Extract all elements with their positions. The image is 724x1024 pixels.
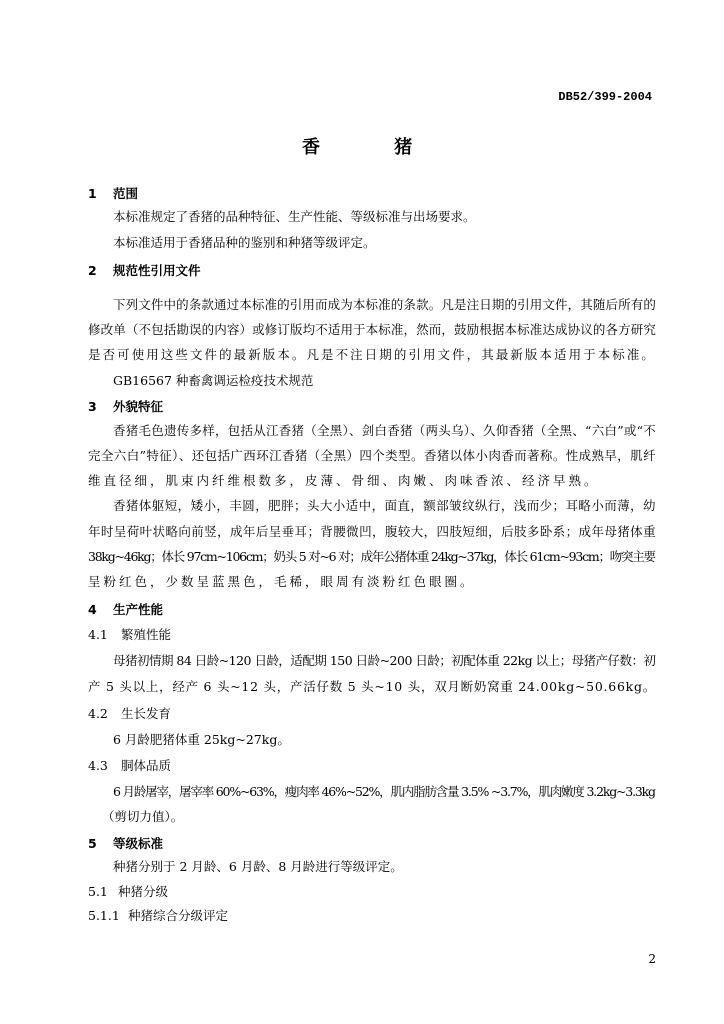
paragraph-line: 香猪体躯短，矮小，丰圆，肥胖；头大小适中，面直，额部皱纹纵行，浅而少；耳略小而薄，幼 (113, 498, 656, 513)
section-title: 范围 (113, 186, 139, 201)
subsection-title: 种猪分级 (118, 884, 169, 899)
paragraph: 本标准规定了香猪的品种特征、生产性能、等级标准与出场要求。 (113, 209, 476, 224)
section-4-heading (88, 600, 163, 618)
subsection-number: 4.1 (88, 627, 108, 642)
section-number: 1 (88, 186, 97, 201)
section-3-heading (88, 397, 163, 415)
section-number: 5 (88, 836, 97, 851)
section-title: 外貌特征 (113, 399, 164, 414)
section-5-heading (88, 834, 163, 852)
paragraph: 种猪分别于 2 月龄、6 月龄、8 月龄进行等级评定。 (113, 859, 403, 874)
subsection-4-3-heading (88, 756, 171, 774)
subsection-4-1-heading (88, 625, 171, 643)
paragraph-line: 维直径细，肌束内纤维根数多，皮薄、骨细、肉嫩、肉味香浓、经济早熟。 (88, 473, 600, 488)
standard-code: DB52/399-2004 (558, 90, 652, 104)
subsection-title: 生长发育 (121, 706, 172, 721)
paragraph-line: 是否可使用这些文件的最新版本。凡是不注日期的引用文件，其最新版本适用于本标准。 (88, 347, 656, 362)
document-title: 香 猪 (302, 137, 447, 158)
paragraph-line: 完全六白”特征）、还包括广西环江香猪（全黑）四个类型。香猪以体小肉香而著称。性成熟早，肌纤 (88, 448, 656, 463)
section-1-heading (88, 184, 138, 202)
subsection-title: 繁殖性能 (121, 627, 172, 642)
subsection-5-1-heading (88, 882, 168, 900)
section-title: 等级标准 (113, 836, 164, 851)
subsection-title: 胴体品质 (121, 758, 172, 773)
subsection-title: 种猪综合分级评定 (128, 908, 229, 923)
section-title: 规范性引用文件 (113, 263, 201, 278)
paragraph-line: 母猪初情期 84 日龄~120 日龄，适配期 150 日龄~200 日龄；初配体重 22kg 以上；母猪产仔数：初 (113, 653, 656, 668)
paragraph-line: 下列文件中的条款通过本标准的引用而成为本标准的条款。凡是注日期的引用文件，其随后所有的 (113, 297, 656, 312)
paragraph: 本标准适用于香猪品种的鉴别和种猪等级评定。 (113, 235, 376, 250)
paragraph-line: （剪切力值）。 (102, 809, 184, 824)
subsection-number: 5.1.1 (88, 908, 120, 923)
subsection-number: 5.1 (88, 884, 108, 899)
paragraph-line: 呈粉红色，少数呈蓝黑色，毛稀，眼周有淡粉红色眼圈。 (88, 574, 476, 589)
section-number: 4 (88, 602, 97, 617)
section-number: 2 (88, 263, 97, 278)
subsection-number: 4.2 (88, 706, 108, 721)
paragraph-line: 香猪毛色遗传多样，包括从江香猪（全黑）、剑白香猪（两头乌）、久仰香猪（全黑、“六白”或“不 (113, 423, 656, 438)
subsection-4-2-heading (88, 704, 171, 722)
subsection-number: 4.3 (88, 758, 108, 773)
page-number: 2 (648, 952, 656, 966)
section-title: 生产性能 (113, 602, 164, 617)
section-number: 3 (88, 399, 97, 414)
section-2-heading (88, 261, 201, 279)
paragraph-line: 修改单（不包括勘误的内容）或修订版均不适用于本标准，然而，鼓励根据本标准达成协议的各方研究 (88, 322, 656, 337)
subsection-5-1-1-heading (88, 906, 228, 924)
normative-reference: GB16567 种畜禽调运检疫技术规范 (113, 373, 314, 388)
paragraph-line: 6 月龄肥猪体重 25kg~27kg。 (113, 732, 290, 747)
paragraph-line: 产 5 头以上，经产 6 头~12 头，产活仔数 5 头~10 头，双月断奶窝重 24.00kg~50.66kg。 (88, 679, 656, 694)
paragraph-line: 年时呈荷叶状略向前竖，成年后呈垂耳；背腰微凹，腹较大，四肢短细，后肢多卧系；成年母猪体重 (88, 524, 656, 539)
paragraph-line: 6 月龄屠宰，屠宰率 60%~63%，瘦肉率 46%~52%，肌内脂肪含量 3.5% ~3.7%，肌肉嫩度 3.2kg~3.3kg (113, 784, 655, 799)
paragraph-line: 38kg~46kg；体长 97cm~106cm；奶头 5 对~6 对；成年公猪体重 24kg~37kg，体长 61cm~93cm；吻突主要 (88, 549, 655, 564)
